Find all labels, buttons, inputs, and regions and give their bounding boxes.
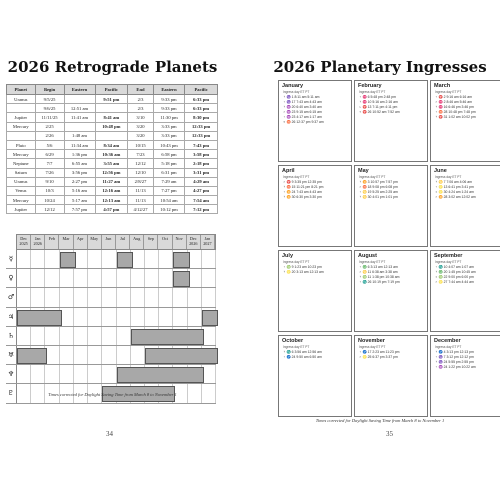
- month-name: August: [358, 253, 377, 259]
- table-row: [7, 140, 218, 149]
- ingress-line: ♀ ♉ 28 10:48 pm 7:48 pm: [435, 110, 476, 114]
- planet-symbol: ♀: [8, 274, 14, 283]
- ingress-line: ♀ ♑ 17 7:43 am 4:43 am: [283, 100, 322, 104]
- ingress-line: ♂ ♉ 18 9:08 pm 6:08 pm: [359, 185, 398, 189]
- table-cell: 7:54 am: [185, 196, 218, 205]
- month-name: July: [282, 253, 294, 259]
- ingress-month-box: [278, 250, 352, 332]
- gantt-row: [6, 365, 216, 384]
- right-page: [260, 0, 500, 500]
- gantt-row: [6, 269, 216, 288]
- gantt-month-label: Feb: [45, 235, 59, 249]
- month-name: April: [282, 168, 295, 174]
- ingress-line: ☿ ♓ 10 5:16 am 2:16 am: [359, 100, 398, 104]
- table-cell: 5:18 pm: [153, 159, 184, 168]
- table-cell: 7:29 am: [153, 177, 184, 186]
- table-cell: 6:55 am: [64, 159, 95, 168]
- planet-symbol: ♇: [7, 389, 15, 398]
- retrograde-bar: [173, 252, 189, 268]
- ingress-subheader: Ingress day ET PT: [283, 90, 310, 94]
- table-cell: 9:33 pm: [153, 95, 184, 104]
- ingress-line: ☿ ♍ 11 1:38 pm 10:38 am: [359, 275, 400, 279]
- table-cell: 7/26: [35, 168, 64, 177]
- ingress-line: ♀ ♎ 6 3:13 am 12:13 am: [359, 265, 398, 269]
- table-cell: Mercury: [7, 122, 36, 131]
- ingress-line: ♆ ♈ 26 10:52 am 7:52 am: [359, 110, 400, 114]
- retrograde-bar: [60, 252, 76, 268]
- month-name: January: [282, 83, 304, 89]
- table-cell: 1:48 am: [64, 131, 95, 140]
- table-cell: 5/6: [35, 140, 64, 149]
- table-row: [7, 159, 218, 168]
- table-cell: 12:56 pm: [95, 168, 128, 177]
- table-cell: 2/8/27: [128, 177, 154, 186]
- retrograde-bar: [202, 310, 218, 326]
- table-header-cell: Begin: [35, 85, 64, 95]
- ingress-month-box: [354, 80, 428, 162]
- table-cell: [95, 131, 128, 140]
- table-row: [7, 104, 218, 113]
- ingress-line: ♄ ♈ 13 7:11 pm 4:11 pm: [359, 105, 398, 109]
- table-cell: 11:41 am: [64, 113, 95, 122]
- ingress-subheader: Ingress day ET PT: [283, 345, 310, 349]
- gantt-month-label: Jan 2027: [201, 235, 215, 249]
- table-cell: 11/11/25: [35, 113, 64, 122]
- ingress-month-box: [278, 80, 352, 162]
- table-cell: 3:33 pm: [153, 122, 184, 131]
- table-cell: 8:41 am: [95, 113, 128, 122]
- ingress-line: ☿ ♊ 3 10:57 pm 7:57 pm: [359, 180, 398, 184]
- table-cell: 4:57 pm: [95, 205, 128, 214]
- ingress-line: ♀ ♐ 24 9:50 am 6:50 am: [283, 355, 322, 359]
- ingress-subheader: Ingress day ET PT: [359, 175, 386, 179]
- table-cell: 3:55 am: [95, 159, 128, 168]
- table-cell: 7/7: [35, 159, 64, 168]
- table-cell: 12/12: [35, 205, 64, 214]
- gantt-month-label: May: [88, 235, 102, 249]
- table-cell: Jupiter: [7, 205, 36, 214]
- gantt-row: [6, 308, 216, 327]
- table-header-cell: Pacific: [95, 85, 128, 95]
- ingress-line: ♀ ♐ 17 2:23 am 11:23 pm: [359, 350, 400, 354]
- table-cell: [7, 104, 36, 113]
- table-cell: 12/12: [128, 159, 154, 168]
- right-page-number: 35: [386, 430, 393, 438]
- ingress-line: ♂ ♈ 9 3:35 pm 12:35 pm: [283, 180, 322, 184]
- month-name: December: [434, 338, 461, 344]
- ingress-line: ☿ ♓ 16 6:46 pm 3:46 pm: [435, 105, 474, 109]
- ingress-line: ♀ ♒ 24 1:22 pm 10:22 am: [435, 365, 476, 369]
- table-row: [7, 205, 218, 214]
- table-cell: 9/5/25: [35, 95, 64, 104]
- ingress-line: ☿ ♊ 30 6:30 pm 3:30 pm: [283, 195, 322, 199]
- table-cell: 10/15: [128, 140, 154, 149]
- ingress-line: ♀ ♑ 7 3:12 pm 12:12 pm: [435, 355, 474, 359]
- table-row: [7, 131, 218, 140]
- ingress-line: ♀ ♍ 9 1:23 am 10:23 pm: [283, 265, 322, 269]
- planet-symbol: ♂: [7, 293, 15, 302]
- ingress-line: ☿ ♏ 6 3:56 am 12:56 am: [283, 350, 322, 354]
- retrograde-bar: [145, 348, 218, 364]
- table-header-cell: Eastern: [64, 85, 95, 95]
- ingress-line: ♀ ♊ 24 7:43 am 4:43 am: [283, 190, 322, 194]
- ingress-subheader: Ingress day ET PT: [283, 175, 310, 179]
- table-cell: Venus: [7, 186, 36, 195]
- ingress-subheader: Ingress day ET PT: [435, 175, 462, 179]
- ingress-line: ☿ ♉ 15 11:21 pm 8:21 pm: [283, 185, 324, 189]
- table-cell: 12/10: [128, 168, 154, 177]
- ingress-line: ♀ ♒ 23 4:17 am 1:17 am: [283, 115, 322, 119]
- planet-symbol: ♆: [7, 370, 15, 379]
- gantt-month-label: Mar: [59, 235, 73, 249]
- table-row: [7, 113, 218, 122]
- retrograde-title: 2026 Retrograde Planets: [7, 58, 218, 76]
- gantt-month-label: Dec 2025: [17, 235, 31, 249]
- ingress-line: ♀ ♌ 13 6:41 pm 3:41 pm: [435, 185, 474, 189]
- ingress-subheader: Ingress day ET PT: [283, 260, 310, 264]
- month-name: May: [358, 168, 369, 174]
- table-cell: 7:12 pm: [185, 205, 218, 214]
- ingress-line: ☿ ♌ 20 3:13 am 12:13 am: [283, 270, 324, 274]
- table-cell: 7/23: [128, 150, 154, 159]
- ingress-line: ☿ ♑ 24 5:55 pm 2:55 pm: [435, 360, 474, 364]
- ingress-line: ♅ ♉ 26 12:37 pm 9:37 am: [283, 120, 324, 124]
- ingress-month-box: [278, 165, 352, 247]
- ingress-subheader: Ingress day ET PT: [359, 345, 386, 349]
- table-cell: 5:16 am: [64, 186, 95, 195]
- table-row: [7, 186, 218, 195]
- table-cell: 11:30 pm: [153, 113, 184, 122]
- table-cell: 1:36 pm: [64, 150, 95, 159]
- month-name: March: [434, 83, 451, 89]
- table-cell: [7, 131, 36, 140]
- table-cell: 12:33 pm: [185, 122, 218, 131]
- ingress-line: ♂ ♓ 2 8:46 am 5:46 am: [435, 100, 472, 104]
- gantt-month-label: Apr: [74, 235, 88, 249]
- table-cell: [64, 122, 95, 131]
- ingress-month-box: [278, 335, 352, 417]
- ingress-line: ♂ ♒ 23 9:15 am 6:15 am: [283, 110, 322, 114]
- gantt-header: [16, 234, 216, 250]
- table-cell: Uranus: [7, 95, 36, 104]
- ingress-line: ☿ ♒ 20 6:40 am 3:40 am: [283, 105, 322, 109]
- table-cell: 10/3: [35, 186, 64, 195]
- table-cell: 11/13: [128, 186, 154, 195]
- table-cell: 3:31 pm: [185, 168, 218, 177]
- table-cell: 2/3: [128, 95, 154, 104]
- table-header-cell: Eastern: [153, 85, 184, 95]
- ingress-month-box: [354, 250, 428, 332]
- table-cell: 7:27 pm: [153, 186, 184, 195]
- ingress-month-box: [354, 165, 428, 247]
- table-cell: 3:33 pm: [153, 131, 184, 140]
- table-cell: 11:27 am: [95, 177, 128, 186]
- retrograde-bar: [17, 310, 62, 326]
- table-cell: 3/20: [128, 122, 154, 131]
- ingress-line: ♂ ♋ 11 6:38 am 3:38 am: [359, 270, 398, 274]
- retrograde-bar: [17, 348, 47, 364]
- table-cell: 10:36 am: [95, 150, 128, 159]
- table-cell: Jupiter: [7, 113, 36, 122]
- table-cell: 8:34 am: [95, 140, 128, 149]
- ingress-month-box: [430, 165, 500, 247]
- table-cell: [95, 104, 128, 113]
- ingress-line: ♃ ♍ 22 9:00 pm 6:00 pm: [435, 275, 474, 279]
- table-row: [7, 177, 218, 186]
- table-cell: Mercury: [7, 196, 36, 205]
- gantt-row: [6, 250, 216, 269]
- ingress-line: ♀ ♏ 10 4:07 am 1:07 am: [435, 265, 474, 269]
- ingress-line: ♃ ♌ 30 4:24 am 1:24 am: [435, 190, 474, 194]
- table-cell: 9/10: [35, 177, 64, 186]
- planet-symbol: ☿: [8, 255, 14, 263]
- table-row: [7, 122, 218, 131]
- table-cell: 10/24: [35, 196, 64, 205]
- retrograde-bar: [173, 271, 189, 287]
- gantt-month-label: Sep: [144, 235, 158, 249]
- table-cell: 4:27 pm: [185, 186, 218, 195]
- table-cell: 12:33 pm: [185, 131, 218, 140]
- ingress-line: ♂ ♌ 25 6:37 pm 3:37 pm: [359, 355, 398, 359]
- ingress-line: ♀ ♏ 26 10:19 pm 7:19 pm: [359, 280, 400, 284]
- table-cell: 11/13: [128, 196, 154, 205]
- gantt-row: [6, 346, 216, 365]
- table-row: [7, 95, 218, 104]
- table-cell: 10:43 pm: [153, 140, 184, 149]
- gantt-month-label: Dec 2026: [187, 235, 201, 249]
- table-cell: 4/12/27: [128, 205, 154, 214]
- ingress-title: 2026 Planetary Ingresses: [273, 58, 487, 76]
- table-cell: 9:51 pm: [95, 95, 128, 104]
- table-cell: 3/10: [128, 113, 154, 122]
- table-cell: 6:58 pm: [153, 150, 184, 159]
- retrograde-table-header: [7, 85, 218, 95]
- right-footnote: Times corrected for Daylight Saving Time from March 8 to November 1: [315, 418, 445, 423]
- table-cell: 10:54 am: [153, 196, 184, 205]
- table-cell: 6:31 pm: [153, 168, 184, 177]
- ingress-line: ☿ ♋ 7 7:06 am 4:06 am: [435, 180, 472, 184]
- table-cell: 2:18 pm: [185, 159, 218, 168]
- table-cell: 9:33 pm: [153, 104, 184, 113]
- table-cell: Mercury: [7, 150, 36, 159]
- table-row: [7, 150, 218, 159]
- left-footnote: Times corrected for Daylight Saving Time from March 8 to November 1: [48, 392, 177, 397]
- table-row: [7, 196, 218, 205]
- table-cell: 2:27 pm: [64, 177, 95, 186]
- table-cell: 10:48 pm: [95, 122, 128, 131]
- ingress-line: ♂ ♊ 28 3:02 am 12:02 am: [435, 195, 476, 199]
- table-cell: 11:34 am: [64, 140, 95, 149]
- planet-symbol: ♃: [7, 312, 15, 321]
- table-cell: 5:17 am: [64, 196, 95, 205]
- table-cell: 7:57 pm: [64, 205, 95, 214]
- retrograde-gantt-chart: [6, 234, 216, 404]
- planet-symbol: ♅: [7, 350, 15, 359]
- gantt-month-label: Jul: [116, 235, 130, 249]
- gantt-row: [6, 288, 216, 307]
- table-cell: 12:16 am: [95, 186, 128, 195]
- month-name: October: [282, 338, 304, 344]
- ingress-month-box: [430, 335, 500, 417]
- table-header-cell: Pacific: [185, 85, 218, 95]
- gantt-month-label: Nov: [173, 235, 187, 249]
- ingress-subheader: Ingress day ET PT: [359, 90, 386, 94]
- ingress-line: ♀ ♋ 19 5:25 am 2:25 am: [359, 190, 398, 194]
- ingress-month-box: [354, 335, 428, 417]
- table-cell: 9/6/25: [35, 104, 64, 113]
- month-name: November: [358, 338, 385, 344]
- gantt-month-label: Aug: [130, 235, 144, 249]
- table-cell: 6/29: [35, 150, 64, 159]
- left-page-number: 34: [106, 430, 113, 438]
- table-cell: 3:56 pm: [64, 168, 95, 177]
- ingress-line: ♂ ♌ 27 7:44 am 4:44 am: [435, 280, 474, 284]
- table-cell: Neptune: [7, 159, 36, 168]
- ingress-line: ☿ ♈ 31 1:02 am 10:02 pm: [435, 115, 476, 119]
- table-cell: 8:30 pm: [185, 113, 218, 122]
- table-cell: Saturn: [7, 168, 36, 177]
- table-cell: Pluto: [7, 140, 36, 149]
- ingress-subheader: Ingress day ET PT: [435, 90, 462, 94]
- table-cell: 7:43 pm: [185, 140, 218, 149]
- ingress-month-box: [430, 80, 500, 162]
- ingress-line: ☿ ♐ 4 3:13 pm 12:13 pm: [435, 350, 474, 354]
- table-cell: 12:13 am: [95, 196, 128, 205]
- planet-symbol: ♄: [7, 331, 15, 340]
- table-cell: 2/25: [35, 122, 64, 131]
- gantt-row: [6, 327, 216, 346]
- retrograde-bar: [131, 329, 204, 345]
- table-cell: 3/20: [128, 131, 154, 140]
- table-cell: 6:33 pm: [185, 95, 218, 104]
- gantt-month-label: Oct: [158, 235, 172, 249]
- table-cell: 4:29 am: [185, 177, 218, 186]
- month-name: June: [434, 168, 447, 174]
- ingress-line: ☿ ♎ 20 1:45 pm 10:45 am: [435, 270, 476, 274]
- ingress-line: ☿ ♋ 30 4:01 pm 1:01 pm: [359, 195, 398, 199]
- retrograde-bar: [117, 252, 133, 268]
- ingress-line: ♀ ♓ 6 5:48 pm 2:48 pm: [359, 95, 396, 99]
- table-cell: 10:12 pm: [153, 205, 184, 214]
- month-name: September: [434, 253, 463, 259]
- ingress-month-box: [430, 250, 500, 332]
- table-header-cell: Planet: [7, 85, 36, 95]
- ingress-subheader: Ingress day ET PT: [359, 260, 386, 264]
- table-cell: 6:33 pm: [185, 104, 218, 113]
- table-cell: 2/26: [35, 131, 64, 140]
- ingress-subheader: Ingress day ET PT: [435, 260, 462, 264]
- month-name: February: [358, 83, 382, 89]
- retrograde-table: [6, 84, 218, 214]
- table-cell: [64, 95, 95, 104]
- table-cell: 3:58 pm: [185, 150, 218, 159]
- table-row: [7, 168, 218, 177]
- table-cell: 12:51 am: [64, 104, 95, 113]
- table-header-cell: End: [128, 85, 154, 95]
- ingress-subheader: Ingress day ET PT: [435, 345, 462, 349]
- ingress-line: ☿ ♑ 1 8:11 am 5:11 am: [283, 95, 320, 99]
- table-cell: 2/3: [128, 104, 154, 113]
- retrograde-bar: [117, 367, 204, 383]
- gantt-month-label: Jun: [102, 235, 116, 249]
- ingress-line: ♀ ♈ 2 9:16 am 6:16 am: [435, 95, 472, 99]
- table-cell: Uranus: [7, 177, 36, 186]
- gantt-month-label: Jan 2026: [31, 235, 45, 249]
